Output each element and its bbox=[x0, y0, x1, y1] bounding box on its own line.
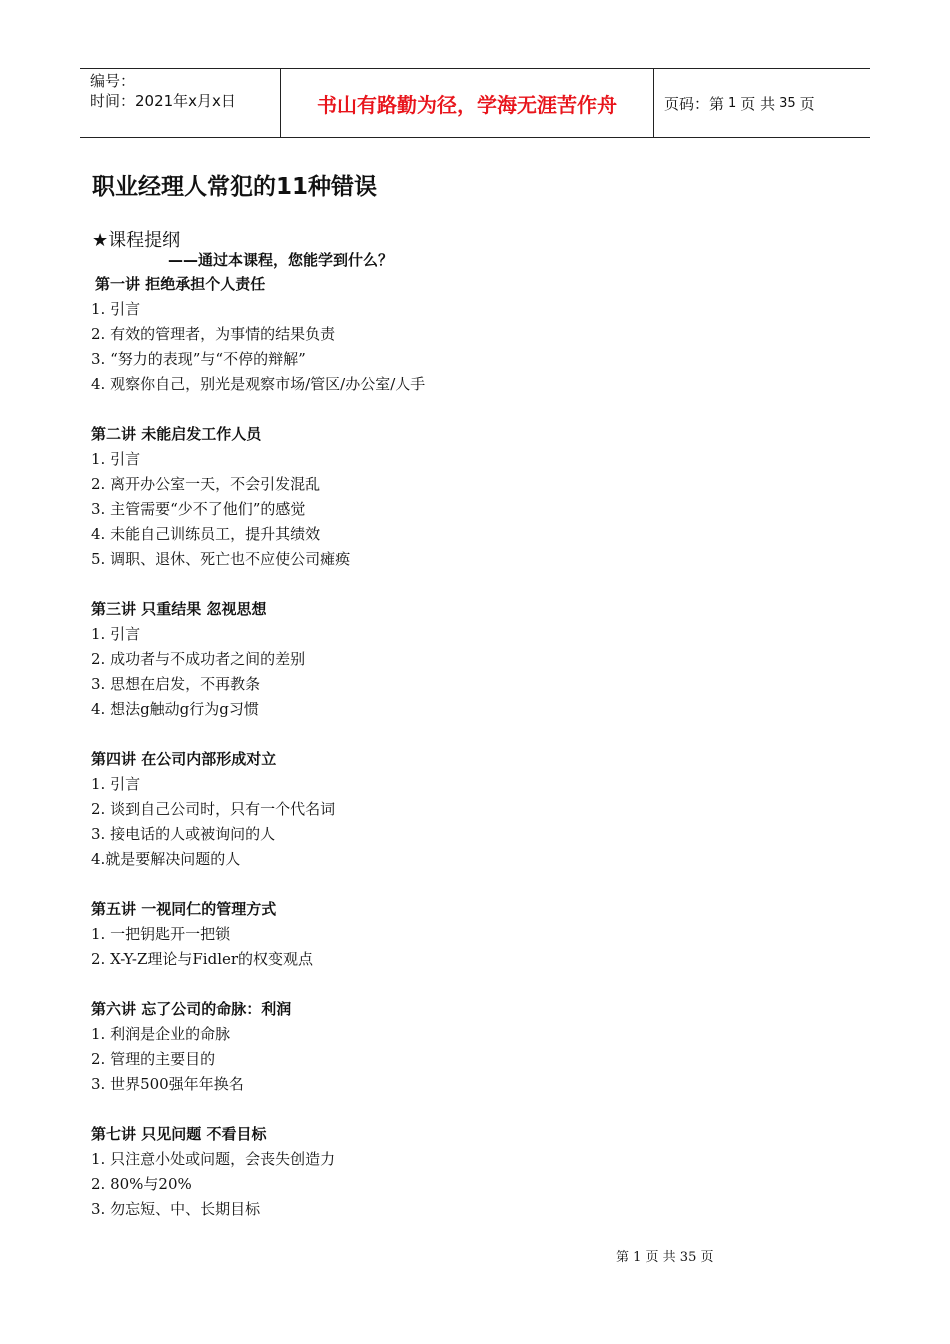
list-item: 3. 世界500强年年换名 bbox=[91, 1075, 244, 1093]
page-total: 35 bbox=[779, 95, 796, 111]
lecture-list bbox=[91, 272, 871, 1222]
list-item: 3. 思想在启发，不再教条 bbox=[91, 675, 261, 693]
number-label: 编号： bbox=[90, 72, 136, 90]
lecture-heading: 第四讲 在公司内部形成对立 bbox=[91, 750, 277, 768]
time-label: 时间：2021年x月x日 bbox=[90, 92, 236, 110]
list-item: 3. 主管需要“少不了他们”的感觉 bbox=[91, 500, 306, 518]
lecture-section bbox=[91, 272, 871, 397]
list-item: 2. 80%与20% bbox=[91, 1175, 192, 1193]
list-item: 5. 调职、退休、死亡也不应使公司瘫痪 bbox=[91, 550, 351, 568]
list-item: 3. 接电话的人或被询问的人 bbox=[91, 825, 276, 843]
list-item: 2. X-Y-Z理论与Fidler的权变观点 bbox=[91, 950, 314, 968]
list-item: 4.就是要解决问题的人 bbox=[91, 850, 241, 868]
list-item: 2. 离开办公室一天，不会引发混乱 bbox=[91, 475, 321, 493]
list-item: 3. 勿忘短、中、长期目标 bbox=[91, 1200, 261, 1218]
lecture-section bbox=[91, 897, 871, 972]
list-item: 2. 谈到自己公司时，只有一个代名词 bbox=[91, 800, 336, 818]
page-mid: 页 共 bbox=[740, 94, 776, 113]
list-item: 1. 引言 bbox=[91, 625, 141, 643]
lecture-heading: 第六讲 忘了公司的命脉：利润 bbox=[91, 1000, 292, 1018]
list-item: 1. 只注意小处或问题，会丧失创造力 bbox=[91, 1150, 336, 1168]
lecture-heading: 第三讲 只重结果 忽视思想 bbox=[91, 600, 267, 618]
list-item: 4. 想法g触动g行为g习惯 bbox=[91, 700, 259, 718]
list-item: 1. 引言 bbox=[91, 775, 141, 793]
list-item: 3. “努力的表现”与“不停的辩解” bbox=[91, 350, 306, 368]
list-item: 2. 有效的管理者，为事情的结果负责 bbox=[91, 325, 336, 343]
header-left-cell bbox=[80, 69, 281, 137]
list-item: 1. 引言 bbox=[91, 450, 141, 468]
outline-title: ★课程提纲 bbox=[92, 230, 181, 251]
lecture-heading: 第一讲 拒绝承担个人责任 bbox=[95, 275, 266, 293]
list-item: 4. 未能自己训练员工，提升其绩效 bbox=[91, 525, 321, 543]
document-title: 职业经理人常犯的11种错误 bbox=[92, 174, 378, 200]
list-item: 2. 管理的主要目的 bbox=[91, 1050, 216, 1068]
list-item: 1. 利润是企业的命脉 bbox=[91, 1025, 231, 1043]
lecture-heading: 第五讲 一视同仁的管理方式 bbox=[91, 900, 277, 918]
lecture-section bbox=[91, 997, 871, 1097]
lecture-heading: 第七讲 只见问题 不看目标 bbox=[91, 1125, 267, 1143]
lecture-section bbox=[91, 747, 871, 872]
list-item: 1. 一把钥匙开一把锁 bbox=[91, 925, 231, 943]
outline-subtitle: ——通过本课程，您能学到什么？ bbox=[168, 251, 394, 269]
lecture-section bbox=[91, 422, 871, 572]
lecture-section bbox=[91, 597, 871, 722]
list-item: 4. 观察你自己，别光是观察市场/管区/办公室/人手 bbox=[91, 375, 426, 393]
page-prefix: 页码：第 bbox=[664, 94, 725, 113]
lecture-section bbox=[91, 1122, 871, 1222]
page-footer: 第 1 页 共 35 页 bbox=[616, 1250, 714, 1265]
list-item: 2. 成功者与不成功者之间的差别 bbox=[91, 650, 306, 668]
header-motto: 书山有路勤为径，学海无涯苦作舟 bbox=[281, 69, 654, 137]
page-number: 1 bbox=[728, 95, 737, 111]
page-header bbox=[80, 68, 870, 138]
lecture-heading: 第二讲 未能启发工作人员 bbox=[91, 425, 262, 443]
header-page-info bbox=[654, 69, 870, 137]
page-suffix: 页 bbox=[799, 94, 815, 113]
list-item: 1. 引言 bbox=[91, 300, 141, 318]
